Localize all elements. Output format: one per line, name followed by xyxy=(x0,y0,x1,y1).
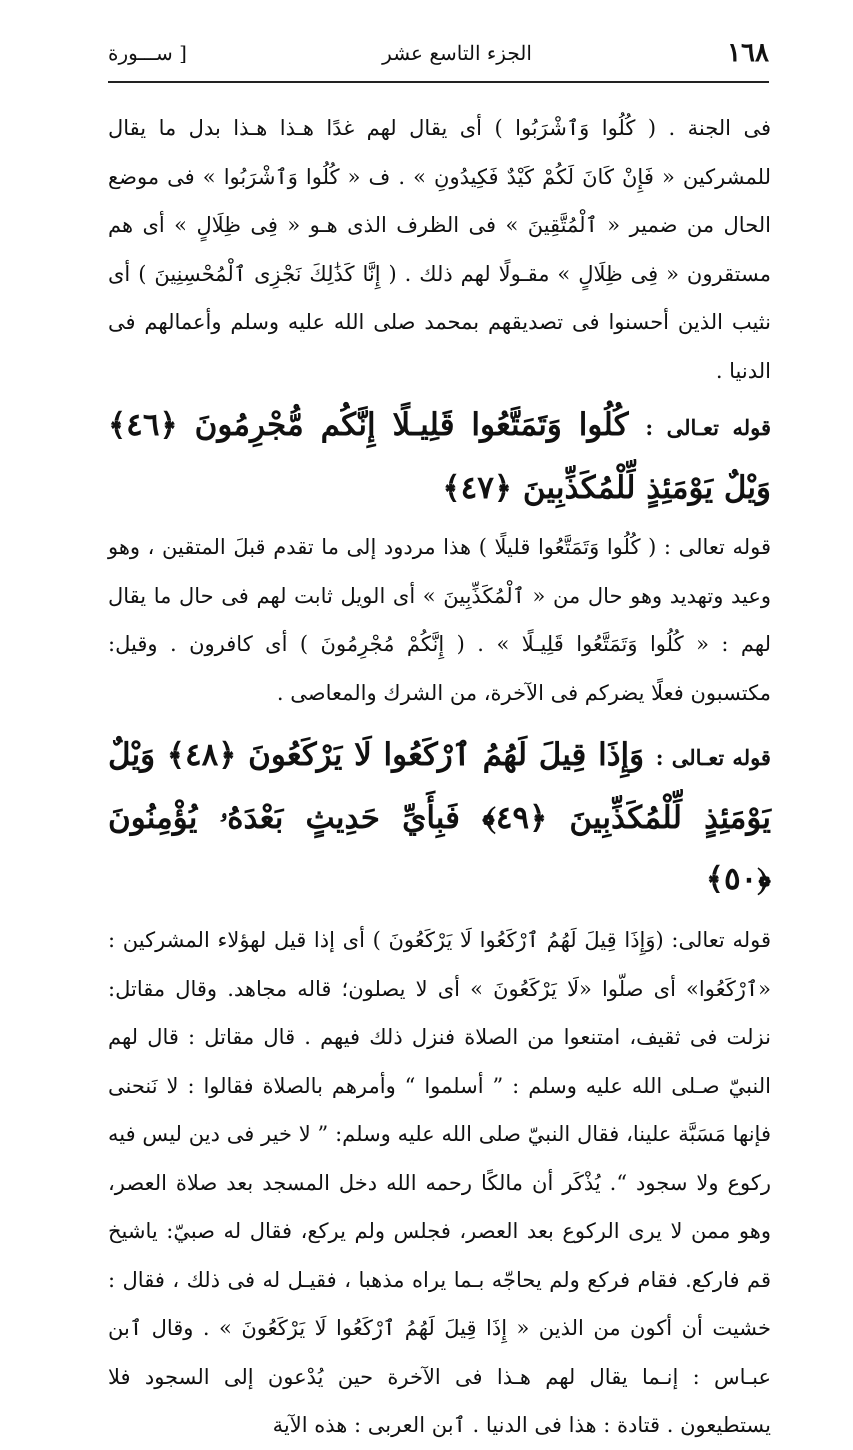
quran-verse-block-1 xyxy=(108,395,771,519)
verse-text: وَإِذَا قِيلَ لَهُمُ ٱرْكَعُوا لَا يَرْكَعُونَ ﴿٤٨﴾ وَيْلٌ يَوْمَئِذٍ لِّلْمُكَذِّبِينَ ﴿٤٩﴾ فَبِأَيِّ حَدِيثٍ بَعْدَهُۥ يُؤْمِنُونَ ﴿٥٠﴾ xyxy=(108,737,771,897)
commentary-paragraph-1: فى الجنة . ( كُلُوا وَٱشْرَبُوا ) أى يقال لهم غدًا هـذا هـذا بدل ما يقال للمشركين « فَإِنْ كَانَ لَكُمْ كَيْدٌ فَكِيدُونِ » . ف « كُلُوا وَٱشْرَبُوا » فى موضع الحال من ضمير « ٱلْمُتَّقِينَ » فى الظرف الذى هـو « فِى ظِلَالٍ » أى هم مستقرون « فِى ظِلَالٍ » مقـولًا لهم ذلك . ( إِنَّا كَذَٰلِكَ نَجْزِى ٱلْمُحْسِنِينَ ) أى نثيب الذين أحسنوا فى تصديقهم بمحمد صلى الله عليه وسلم وأعمالهم فى الدنيا . xyxy=(108,116,771,383)
verse-label: قوله تعـالى : xyxy=(655,745,771,770)
surah-running-title: [ ســـورة xyxy=(108,41,187,65)
commentary-paragraph-2: قوله تعالى : ( كُلُوا وَتَمَتَّعُوا قليلًا ) هذا مردود إلى ما تقدم قبلَ المتقين ، وهو وعيد وتهديد وهو حال من « ٱلْمُكَذِّبِينَ » أى الويل ثابت لهم فى حال ما يقال لهم : « كُلُوا وَتَمَتَّعُوا قَلِيـلًا » . ( إِنَّكُمْ مُجْرِمُونَ ) أى كافرون . وقيل: مكتسبون فعلًا يضركم فى الآخرة، من الشرك والمعاصى . xyxy=(108,535,771,705)
page-body xyxy=(108,104,771,1450)
commentary-paragraph-3: قوله تعالى: (وَإِذَا قِيلَ لَهُمُ ٱرْكَعُوا لَا يَرْكَعُونَ ) أى إذا قيل لهؤلاء المشركين : «ٱرْكَعُوا» أى صلّوا «لَا يَرْكَعُونَ » أى لا يصلون؛ قاله مجاهد. وقال مقاتل: نزلت فى ثقيف، امتنعوا من الصلاة فنزل ذلك فيهم . قال مقاتل : قال لهم النبيّ صـلى الله عليه وسلم : ” أسلموا “ وأمرهم بالصلاة فقالوا : لا نَنحنى فإنها مَسَبَّة علينا، فقال النبيّ صلى الله عليه وسلم: ” لا خير فى دين ليس فيه ركوع ولا سجود “. يُذْكَر أن مالكًا رحمه الله دخل المسجد بعد صلاة العصر، وهو ممن لا يرى الركوع بعد العصر، فجلس ولم يركع، فقال له صبيّ: ياشيخ قم فاركع. فقام فركع ولم يحاجّه بـما يراه مذهبا ، فقيـل له فى ذلك ، فقال : خشيت أن أكون من الذين « إِذَا قِيلَ لَهُمُ ٱرْكَعُوا لَا يَرْكَعُونَ » . وقال ٱبن عبـاس : إنـما يقال لهم هـذا فى الآخرة حين يُدْعون إلى السجود فلا يستطيعون . قتادة : هذا فى الدنيا . ٱبن العربى : هذه الآية xyxy=(108,928,771,1437)
page-header xyxy=(108,30,769,76)
header-rule xyxy=(108,81,769,83)
page-number: ١٦٨ xyxy=(727,38,769,68)
verse-label: قوله تعـالى : xyxy=(645,415,771,440)
juz-title: الجزء التاسع عشر xyxy=(382,41,532,65)
quran-verse-block-2 xyxy=(108,725,771,910)
verse-text: كُلُوا وَتَمَتَّعُوا قَلِيـلًا إِنَّكُم مُّجْرِمُونَ ﴿٤٦﴾ وَيْلٌ يَوْمَئِذٍ لِّلْمُكَذِّبِينَ ﴿٤٧﴾ xyxy=(108,407,771,506)
